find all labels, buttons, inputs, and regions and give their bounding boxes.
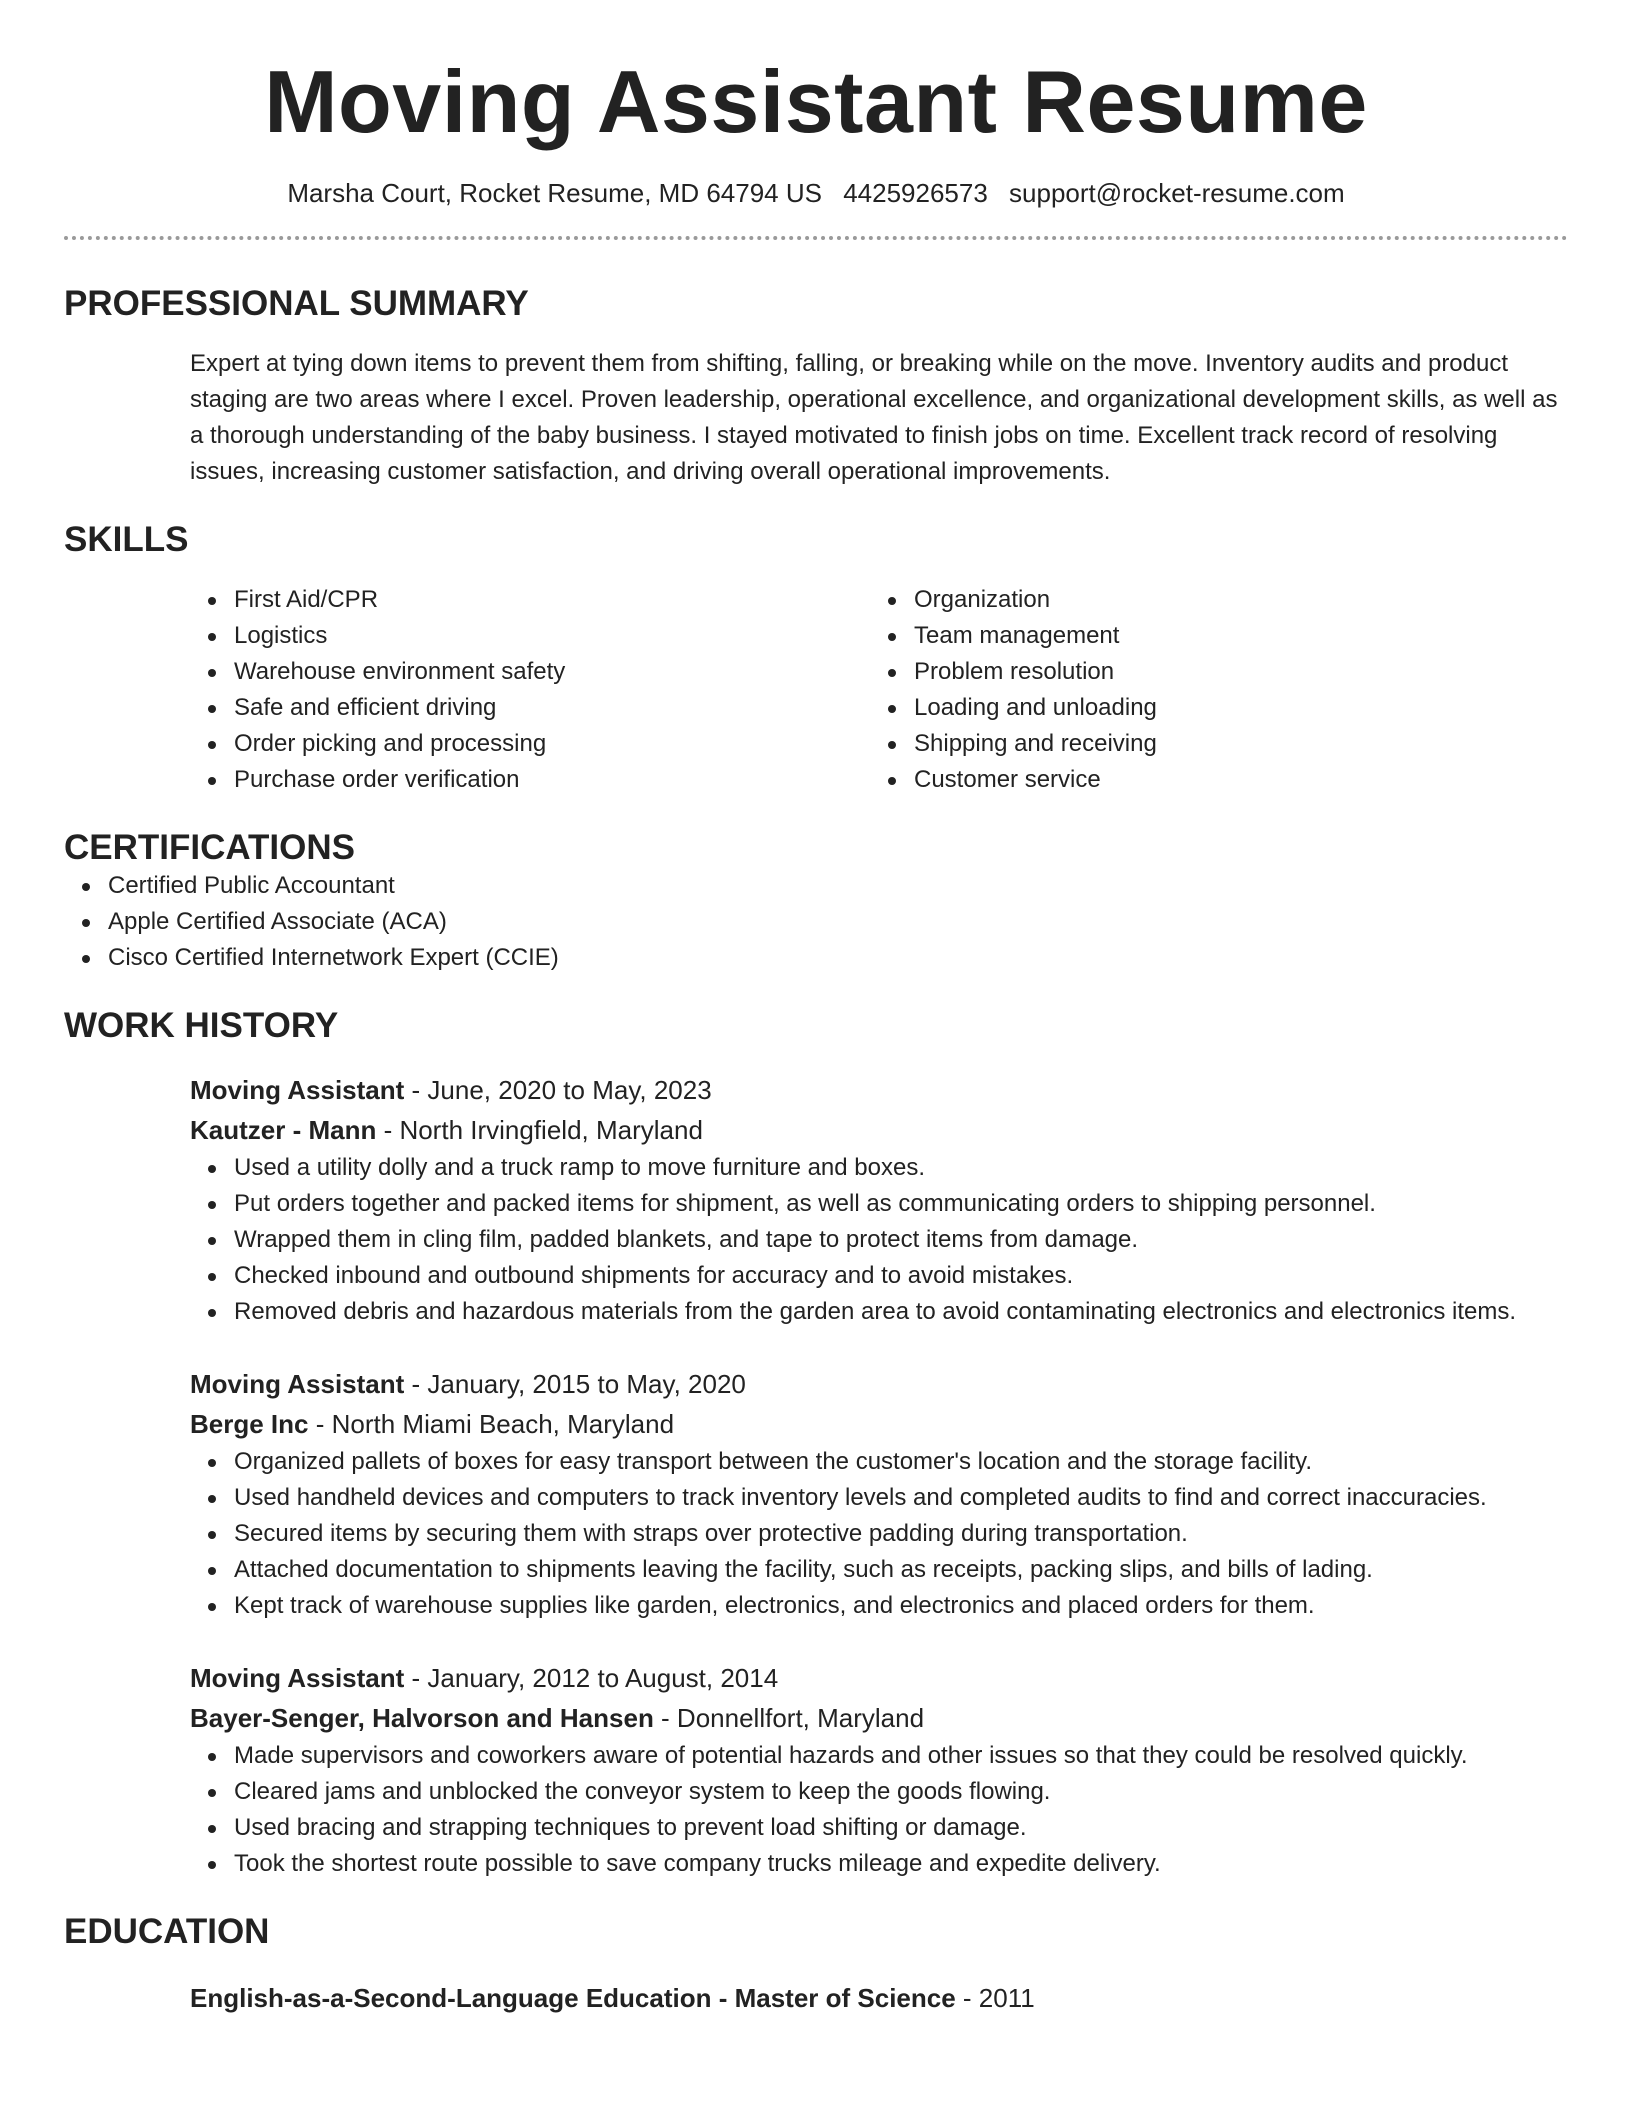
contact-phone: 4425926573 <box>843 178 988 208</box>
skill-item: Organization <box>870 582 1550 618</box>
job-duty: Kept track of warehouse supplies like garden, electronics, and electronics and placed orders for them. <box>190 1588 1568 1624</box>
job-duty: Organized pallets of boxes for easy transport between the customer's location and the storage facility. <box>190 1444 1568 1480</box>
job-duty: Put orders together and packed items for shipment, as well as communicating orders to shipping personnel. <box>190 1186 1568 1222</box>
job-title: Moving Assistant <box>190 1369 405 1399</box>
skill-item: Shipping and receiving <box>870 726 1550 762</box>
job-dates: - January, 2012 to August, 2014 <box>404 1663 779 1693</box>
job-company-line <box>190 1404 1568 1444</box>
skill-item: Safe and efficient driving <box>190 690 870 726</box>
certifications-heading: CERTIFICATIONS <box>64 828 356 867</box>
skills-list-right <box>870 582 1550 798</box>
job-title: Moving Assistant <box>190 1075 405 1105</box>
job-location: - North Miami Beach, Maryland <box>308 1409 675 1439</box>
job-company: Bayer-Senger, Halvorson and Hansen <box>190 1703 654 1733</box>
skill-item: First Aid/CPR <box>190 582 870 618</box>
job-duty: Used bracing and strapping techniques to prevent load shifting or damage. <box>190 1810 1568 1846</box>
skill-item: Customer service <box>870 762 1550 798</box>
job-location: - Donnellfort, Maryland <box>653 1703 925 1733</box>
job-duties-list <box>190 1150 1568 1330</box>
job-duties-list <box>190 1444 1568 1624</box>
resume-title: Moving Assistant Resume <box>264 52 1368 151</box>
job-company: Kautzer - Mann <box>190 1115 377 1145</box>
education-degree: English-as-a-Second-Language Education - Master of Science <box>190 1983 956 2013</box>
skill-item: Logistics <box>190 618 870 654</box>
job-entry <box>190 1070 1568 1330</box>
skill-item: Warehouse environment safety <box>190 654 870 690</box>
certifications-list <box>64 868 1568 976</box>
skill-item: Loading and unloading <box>870 690 1550 726</box>
job-dates: - June, 2020 to May, 2023 <box>404 1075 712 1105</box>
summary-text: Expert at tying down items to prevent them from shifting, falling, or breaking while on the move. Inventory audits and product staging are two areas where I excel. Proven leadership, operational excellence, and organizational development skills, as well as a thorough understanding of the baby business. I stayed motivated to finish jobs on time. Excellent track record of resolving issues, increasing customer satisfaction, and driving overall operational improvements. <box>190 350 1558 485</box>
job-company-line <box>190 1110 1568 1150</box>
header-divider <box>64 236 1568 240</box>
job-duties-list <box>190 1738 1568 1882</box>
skills-heading: SKILLS <box>64 520 189 559</box>
job-duty: Cleared jams and unblocked the conveyor system to keep the goods flowing. <box>190 1774 1568 1810</box>
job-company: Berge Inc <box>190 1409 309 1439</box>
skills-column-right <box>870 582 1550 798</box>
skill-item: Problem resolution <box>870 654 1550 690</box>
job-duty: Used handheld devices and computers to track inventory levels and completed audits to find and correct inaccuracies. <box>190 1480 1568 1516</box>
certification-item: Cisco Certified Internetwork Expert (CCIE) <box>64 940 1568 976</box>
job-duty: Secured items by securing them with straps over protective padding during transportation. <box>190 1516 1568 1552</box>
education-entry <box>190 1978 1568 2018</box>
resume-page <box>64 0 1568 2018</box>
job-title-line <box>190 1658 1568 1698</box>
skills-grid <box>190 582 1568 798</box>
skill-item: Purchase order verification <box>190 762 870 798</box>
contact-email: support@rocket-resume.com <box>1009 178 1345 208</box>
job-duty: Checked inbound and outbound shipments for accuracy and to avoid mistakes. <box>190 1258 1568 1294</box>
skill-item: Team management <box>870 618 1550 654</box>
job-company-line <box>190 1698 1568 1738</box>
job-location: - North Irvingfield, Maryland <box>376 1115 703 1145</box>
job-duty: Attached documentation to shipments leaving the facility, such as receipts, packing slips, and bills of lading. <box>190 1552 1568 1588</box>
skills-column-left <box>190 582 870 798</box>
job-title-line <box>190 1070 1568 1110</box>
job-dates: - January, 2015 to May, 2020 <box>404 1369 746 1399</box>
contact-line <box>64 176 1568 210</box>
contact-address: Marsha Court, Rocket Resume, MD 64794 US <box>287 178 822 208</box>
job-duty: Made supervisors and coworkers aware of potential hazards and other issues so that they could be resolved quickly. <box>190 1738 1568 1774</box>
job-duty: Wrapped them in cling film, padded blankets, and tape to protect items from damage. <box>190 1222 1568 1258</box>
skill-item: Order picking and processing <box>190 726 870 762</box>
job-duty: Removed debris and hazardous materials from the garden area to avoid contaminating electronics and electronics items. <box>190 1294 1568 1330</box>
certification-item: Certified Public Accountant <box>64 868 1568 904</box>
job-duty: Used a utility dolly and a truck ramp to move furniture and boxes. <box>190 1150 1568 1186</box>
summary-heading: PROFESSIONAL SUMMARY <box>64 284 529 323</box>
education-year: - 2011 <box>955 1983 1035 2013</box>
job-title: Moving Assistant <box>190 1663 405 1693</box>
skills-list-left <box>190 582 870 798</box>
education-heading: EDUCATION <box>64 1912 270 1951</box>
job-entry <box>190 1364 1568 1624</box>
job-duty: Took the shortest route possible to save company trucks mileage and expedite delivery. <box>190 1846 1568 1882</box>
job-entry <box>190 1658 1568 1882</box>
certification-item: Apple Certified Associate (ACA) <box>64 904 1568 940</box>
work-history-heading: WORK HISTORY <box>64 1006 339 1045</box>
job-title-line <box>190 1364 1568 1404</box>
